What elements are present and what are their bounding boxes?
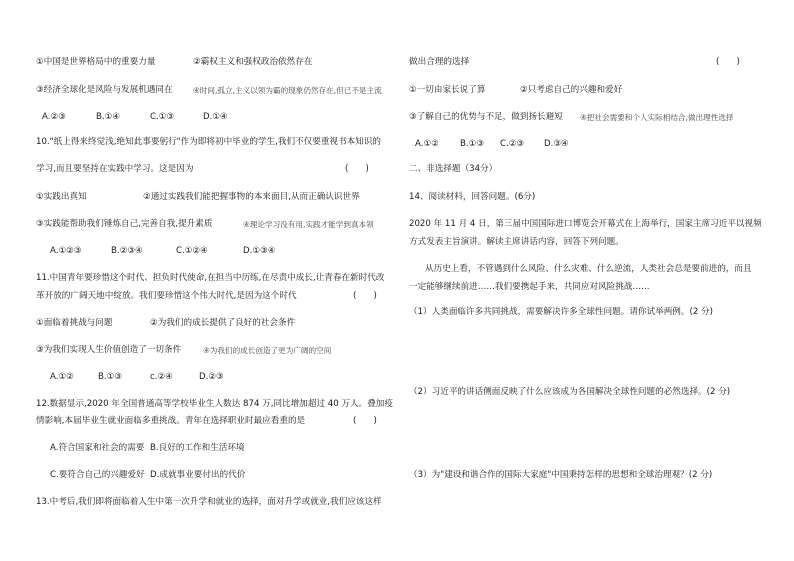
- l03-ans-a: A.②③: [42, 112, 66, 122]
- section-2-heading: 二、非选择题（34分）: [409, 164, 498, 174]
- q10-ans-d: D.①③④: [243, 246, 276, 256]
- q13-answer-paren: ( ): [716, 57, 740, 67]
- q11-stem-line1: 11.中国青年要珍惜这个时代、担负时代使命,在担当中历练,在尽责中成长,让青春在新时代改: [36, 273, 385, 283]
- q11-ans-a: A.①②: [50, 372, 74, 382]
- q13-option-2: ②只考虑自己的兴趣和爱好: [520, 85, 623, 95]
- q13-ans-d: D.③④: [544, 139, 569, 149]
- material-quote-line2: 一定能够继续前进……我们要携起手来，共同应对风险挑战……: [409, 282, 650, 292]
- l03-ans-b: B.①④: [96, 112, 121, 122]
- q10-option-2: ②通过实践我们能把握事物的本来面目,从而正确认识世界: [143, 192, 360, 202]
- q12-answer-paren: ( ): [353, 416, 377, 426]
- q10-option-4: ④理论学习没有用,实践才能学到真本领: [243, 220, 374, 229]
- q12-option-c: C.要符合自己的兴趣爱好: [50, 470, 145, 480]
- q12-stem-line2: 情影响,本届毕业生就业面临多重挑战。青年在选择职业时最应看重的是: [36, 416, 306, 426]
- q13-option-4: ④把社会需要和个人实际相结合,做出理性选择: [580, 113, 734, 122]
- l03-ans-c: C.①③: [150, 112, 175, 122]
- q11-answer-paren: ( ): [353, 291, 377, 301]
- material-quote-line1: 从历史上看，不管遇到什么风险、什么灾难、什么逆流，人类社会总是要前进的，而且: [425, 264, 752, 274]
- q12-option-b: B.良好的工作和生活环境: [150, 443, 245, 453]
- q10-option-1: ①实践出真知: [36, 192, 87, 202]
- q10-stem-line2: 学习,而且要坚持在实践中学习。这是因为: [36, 164, 194, 174]
- q11-option-1: ①面临着挑战与问题: [36, 318, 113, 328]
- q10-stem-line1: 10."纸上得来终觉浅,绝知此事要躬行"作为即将初中毕业的学生,我们不仅要重视书本知识的: [36, 137, 382, 147]
- q11-stem-line2: 革开放的广阔天地中绽放。我们要珍惜这个伟大时代,是因为这个时代: [36, 291, 297, 301]
- q13-option-3: ③了解自己的优势与不足，做到扬长避短: [409, 112, 563, 122]
- q14-sub-2: （2）习近平的讲话侧面反映了什么应该成为各国解决全球性问题的必然选择。(2 分): [409, 387, 731, 397]
- q11-option-2: ②为我们的成长提供了良好的社会条件: [150, 318, 296, 328]
- l03-ans-d: D.①④: [203, 112, 228, 122]
- q13-ans-b: B.①③: [460, 139, 485, 149]
- q13-ans-a: A.①②: [415, 139, 439, 149]
- q13-ans-c: C.②③: [500, 139, 525, 149]
- q13-stem-line1: 13.中考后,我们即将面临着人生中第一次升学和就业的选择，面对升学或就业,我们应该这样: [36, 497, 382, 507]
- q11-option-3: ③为我们实现人生价值创造了一切条件: [36, 345, 182, 355]
- q10-ans-b: B.②③④: [111, 246, 143, 256]
- r01-text: 做出合理的选择: [409, 57, 470, 67]
- q13-option-1: ①一切由家长说了算: [409, 85, 486, 95]
- q10-option-3: ③实践能帮助我们锤炼自己,完善自我,提升素质: [36, 219, 213, 229]
- q14-sub-1: （1）人类面临许多共同挑战，需要解决许多全球性问题。请你试举两例。(2 分): [409, 307, 713, 317]
- q14-sub-3: （3）为"建设和谐合作的国际大家庭"中国秉持怎样的思想和全球治理观？(2 分): [409, 470, 713, 480]
- q12-stem-line1: 12.数据显示,2020 年全国普通高等学校毕业生人数达 874 万,同比增加超过 40 万人。叠加疫: [36, 399, 393, 409]
- q11-option-4: ④为我们的成长创造了更为广阔的空间: [203, 346, 332, 355]
- q10-ans-a: A.①②③: [50, 246, 82, 256]
- material-line2: 方式发表主旨演讲。解读主席讲话内容，回答下列问题。: [409, 237, 624, 247]
- q10-ans-c: C.①②④: [176, 246, 208, 256]
- q11-ans-b: B.①③: [98, 372, 123, 382]
- q12-option-d: D.成就事业要付出的代价: [150, 470, 246, 480]
- q10-answer-paren: ( ): [345, 164, 369, 174]
- q11-ans-d: D.②③: [199, 372, 224, 382]
- l01-option-a: ①中国是世界格局中的重要力量: [36, 57, 156, 67]
- q12-option-a: A.符合国家和社会的需要: [50, 443, 145, 453]
- l02-option-b: ④时间,孤立,主义以领为霸的现象仍然存在,但已不是主流: [193, 86, 382, 95]
- material-line1: 2020 年 11 月 4 日，第三届中国国际进口博览会开幕式在上海举行，国家主席习近平以视频: [409, 219, 762, 229]
- l02-option-a: ③经济全球化是风险与发展机遇同在: [36, 85, 173, 95]
- q14-stem: 14、阅读材料，回答问题。(6分): [409, 192, 536, 202]
- q11-ans-c: c.②④: [150, 372, 173, 382]
- l01-option-b: ②霸权主义和强权政治依然存在: [193, 57, 313, 67]
